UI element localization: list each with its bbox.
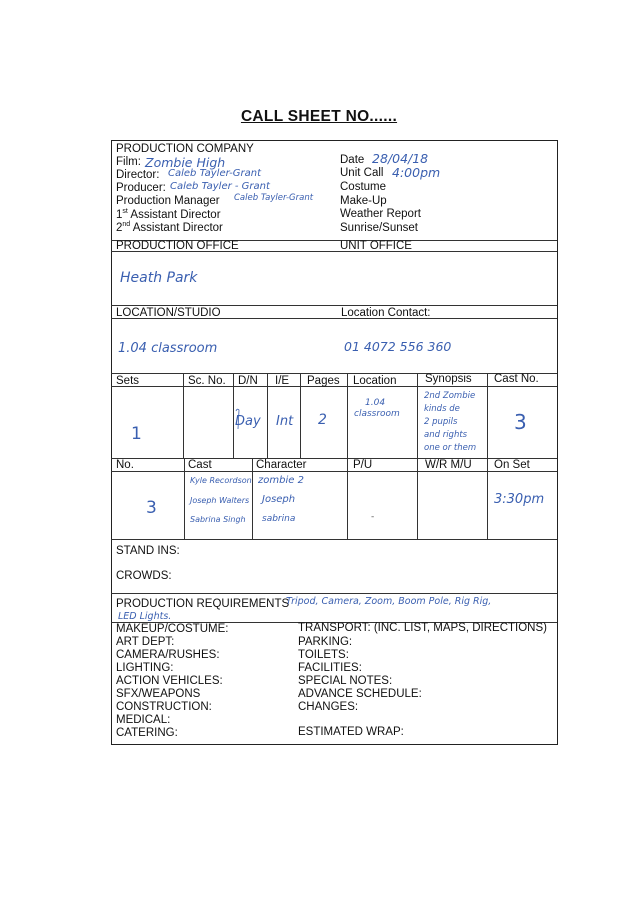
cast-no-value: 3 (514, 410, 527, 434)
header-on-set: On Set (494, 459, 530, 471)
header-character: Character (256, 459, 307, 471)
column-line (300, 373, 301, 458)
special-notes-label: SPECIAL NOTES: (298, 675, 393, 687)
header-no: No. (116, 459, 134, 471)
location-studio-label: LOCATION/STUDIO (116, 307, 221, 319)
column-line (183, 373, 184, 458)
header-pages: Pages (307, 375, 340, 387)
synopsis-line3: 2 pupils (424, 417, 458, 427)
header-sets: Sets (116, 375, 140, 387)
production-requirements-label: PRODUCTION REQUIREMENTS (116, 598, 290, 610)
unit-office-label: UNIT OFFICE (340, 240, 412, 252)
synopsis-line2: kinds de (424, 404, 460, 414)
sunrise-label: Sunrise/Sunset (340, 222, 418, 234)
location-cell-line1: 1.04 (365, 398, 386, 408)
column-line (184, 458, 185, 539)
production-company-header: PRODUCTION COMPANY (116, 143, 254, 155)
toilets-label: TOILETS: (298, 649, 349, 661)
day-night-value: Day (235, 414, 261, 429)
divider (111, 373, 557, 374)
production-requirements-line1: Tripod, Camera, Zoom, Boom Pole, Rig Rig, (286, 596, 492, 607)
catering-label: CATERING: (116, 727, 178, 739)
first-ad-label: 1st Assistant Director (116, 208, 221, 221)
sfx-weapons-label: SFX/WEAPONS (116, 688, 201, 700)
producer-value: Caleb Tayler - Grant (170, 181, 270, 192)
crowds-label: CROWDS: (116, 570, 172, 582)
actor-2: Joseph Walters (190, 496, 250, 505)
int-ext-value: Int (276, 414, 294, 429)
column-line (417, 373, 418, 458)
divider (111, 471, 557, 472)
header-cast-no: Cast No. (494, 373, 539, 385)
synopsis-line4: and rights (424, 430, 468, 440)
medical-label: MEDICAL: (116, 714, 171, 726)
pages-value: 2 (318, 412, 327, 428)
location-cell-line2: classroom (354, 409, 400, 419)
header-location: Location (353, 375, 397, 387)
lighting-label: LIGHTING: (116, 662, 174, 674)
page-title: CALL SHEET NO...... (240, 108, 398, 125)
header-wardrobe-makeup: W/R M/U (425, 459, 472, 471)
action-vehicles-label: ACTION VEHICLES: (116, 675, 223, 687)
synopsis-line5: one or them (424, 443, 477, 453)
character-2: Joseph (262, 494, 296, 505)
producer-label: Producer: (116, 182, 166, 194)
divider (111, 539, 557, 540)
pick-up-value: - (371, 512, 375, 522)
film-value: Zombie High (145, 155, 226, 170)
director-label: Director: (116, 169, 160, 181)
director-value: Caleb Tayler-Grant (168, 168, 262, 179)
camera-rushes-label: CAMERA/RUSHES: (116, 649, 220, 661)
construction-label: CONSTRUCTION: (116, 701, 212, 713)
header-day-night: D/N (238, 375, 258, 387)
film-label: Film: (116, 156, 141, 168)
column-line (417, 458, 418, 539)
makeup-label: Make-Up (340, 195, 387, 207)
estimated-wrap-label: ESTIMATED WRAP: (298, 726, 404, 738)
location-contact-label: Location Contact: (341, 307, 431, 319)
divider (111, 305, 557, 306)
date-value: 28/04/18 (372, 151, 429, 166)
character-3: sabrina (262, 514, 296, 524)
character-1: zombie 2 (258, 475, 304, 486)
art-dept-label: ART DEPT: (116, 636, 175, 648)
makeup-costume-label: MAKEUP/COSTUME: (116, 623, 229, 635)
facilities-label: FACILITIES: (298, 662, 362, 674)
column-line (487, 373, 488, 458)
column-line (252, 458, 253, 539)
divider (111, 458, 557, 459)
column-line (487, 458, 488, 539)
header-cast: Cast (188, 459, 212, 471)
production-office-label: PRODUCTION OFFICE (116, 240, 239, 252)
column-line (347, 458, 348, 539)
on-set-value: 3:30pm (494, 492, 545, 507)
header-scene-no: Sc. No. (188, 375, 226, 387)
transport-label: TRANSPORT: (INC. LIST, MAPS, DIRECTIONS) (298, 622, 547, 634)
cast-number-value: 3 (146, 498, 157, 518)
header-synopsis: Synopsis (425, 373, 472, 385)
second-ad-label: 2nd Assistant Director (116, 221, 223, 234)
costume-label: Costume (340, 181, 387, 193)
header-pick-up: P/U (353, 459, 373, 471)
unit-call-value: 4:00pm (392, 165, 441, 180)
actor-3: Sabrina Singh (190, 515, 246, 524)
divider (111, 593, 557, 594)
actor-1: Kyle Recordson (190, 476, 252, 485)
production-office-value: Heath Park (120, 270, 198, 286)
production-manager-value: Caleb Tayler-Grant (234, 193, 314, 203)
date-label: Date (340, 154, 365, 166)
header-int-ext: I/E (275, 375, 290, 387)
column-line (347, 373, 348, 458)
stand-ins-label: STAND INS: (116, 545, 180, 557)
advance-schedule-label: ADVANCE SCHEDULE: (298, 688, 422, 700)
unit-call-label: Unit Call (340, 167, 384, 179)
weather-label: Weather Report (340, 208, 421, 220)
synopsis-line1: 2nd Zombie (424, 391, 476, 401)
production-requirements-line2: LED Lights. (118, 611, 172, 622)
production-manager-label: Production Manager (116, 195, 220, 207)
set-value: 1 (131, 424, 142, 444)
handwriting-outline (233, 405, 269, 433)
parking-label: PARKING: (298, 636, 353, 648)
location-contact-value: 01 4072 556 360 (344, 339, 452, 354)
location-value: 1.04 classroom (118, 341, 218, 356)
changes-label: CHANGES: (298, 701, 359, 713)
